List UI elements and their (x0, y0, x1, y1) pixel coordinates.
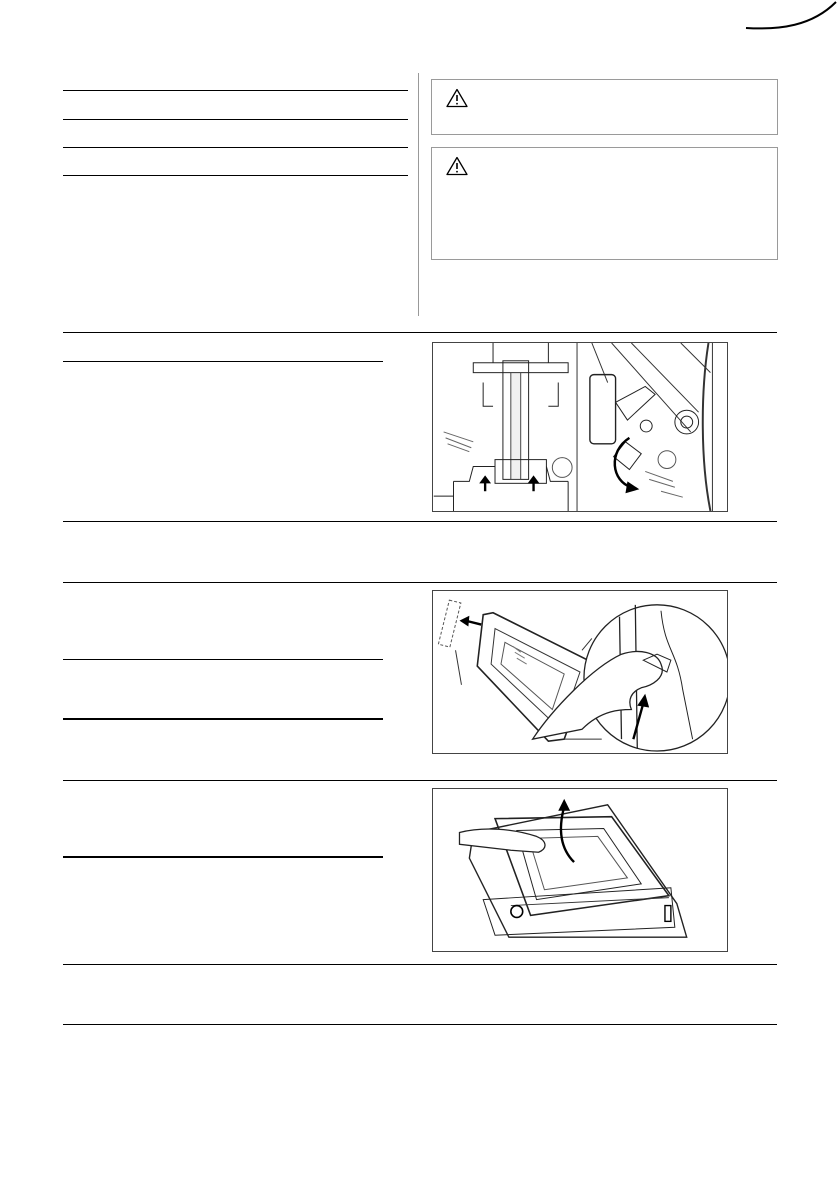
door-glass-panel-removal-diagram (432, 788, 728, 952)
warning-box (431, 79, 778, 135)
rule (63, 659, 383, 660)
door-lift-removal-diagram (432, 590, 728, 754)
rule (63, 147, 408, 148)
rule (63, 718, 383, 720)
rule (63, 856, 383, 858)
section-rule (63, 332, 777, 333)
rule (63, 90, 408, 91)
column-divider (418, 73, 419, 316)
section-rule (63, 582, 777, 583)
section-rule (63, 521, 777, 522)
warning-box (431, 147, 778, 260)
section-rule (63, 1024, 777, 1025)
warning-triangle-icon (446, 156, 468, 176)
warning-triangle-icon (446, 88, 468, 108)
rule (63, 119, 408, 120)
rule (63, 175, 408, 176)
section-rule (63, 964, 777, 965)
rule (63, 361, 383, 362)
section-rule (63, 780, 777, 781)
door-hinge-locking-diagram (432, 342, 728, 512)
